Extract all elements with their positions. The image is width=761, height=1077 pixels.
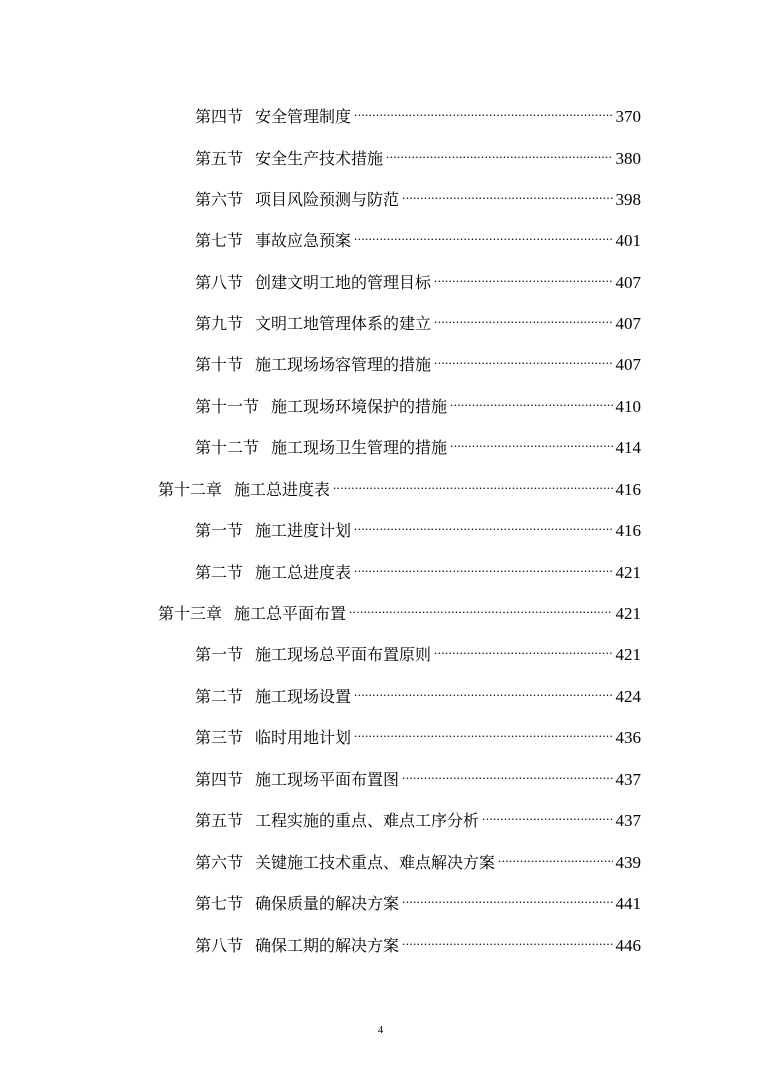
page-number: 4 — [377, 1024, 384, 1036]
toc-entry — [195, 717, 641, 747]
entry-page: 421 — [615, 563, 641, 582]
entry-title: 施工现场场容管理的措施 — [255, 355, 432, 374]
entry-title: 施工总进度表 — [234, 480, 331, 499]
entry-page: 370 — [615, 107, 641, 126]
entry-title: 创建文明工地的管理目标 — [255, 273, 432, 292]
toc-entry — [158, 593, 641, 623]
entry-title: 施工进度计划 — [255, 521, 352, 540]
toc-entry — [195, 510, 641, 540]
entry-number: 第七节 — [195, 894, 244, 913]
entry-number: 第八节 — [195, 936, 244, 955]
entry-title: 临时用地计划 — [255, 728, 352, 747]
entry-title: 事故应急预案 — [255, 231, 352, 250]
entry-page: 437 — [615, 811, 641, 830]
dot-leader — [450, 386, 612, 412]
entry-page: 414 — [615, 438, 641, 457]
toc-entry — [195, 634, 641, 664]
entry-number: 第十节 — [195, 355, 244, 374]
toc-entry — [195, 386, 641, 416]
dot-leader — [386, 138, 612, 164]
entry-number: 第九节 — [195, 314, 244, 333]
entry-page: 407 — [615, 314, 641, 333]
entry-page: 424 — [615, 687, 641, 706]
entry-title: 工程实施的重点、难点工序分析 — [255, 811, 480, 830]
entry-number: 第十二章 — [158, 480, 223, 499]
entry-title: 文明工地管理体系的建立 — [255, 314, 432, 333]
dot-leader — [402, 759, 612, 785]
entry-page: 421 — [615, 604, 641, 623]
dot-leader — [354, 676, 612, 702]
dot-leader — [349, 593, 612, 619]
dot-leader — [402, 925, 612, 951]
dot-leader — [354, 552, 612, 578]
dot-leader — [434, 344, 612, 370]
entry-page: 437 — [615, 770, 641, 789]
entry-number: 第二节 — [195, 687, 244, 706]
dot-leader — [434, 262, 612, 288]
toc-entry — [195, 800, 641, 830]
entry-title: 施工总进度表 — [255, 563, 352, 582]
entry-page: 416 — [615, 480, 641, 499]
dot-leader — [434, 303, 612, 329]
dot-leader — [354, 510, 612, 536]
dot-leader — [450, 427, 612, 453]
entry-number: 第一节 — [195, 645, 244, 664]
toc-entry — [195, 96, 641, 126]
toc-entry — [195, 883, 641, 913]
dot-leader — [333, 469, 612, 495]
dot-leader — [434, 634, 612, 660]
entry-page: 416 — [615, 521, 641, 540]
entry-page: 407 — [615, 355, 641, 374]
entry-page: 398 — [615, 190, 641, 209]
toc-entry — [195, 552, 641, 582]
entry-title: 安全管理制度 — [255, 107, 352, 126]
entry-title: 关键施工技术重点、难点解决方案 — [255, 853, 496, 872]
toc-entry — [158, 469, 641, 499]
entry-page: 436 — [615, 728, 641, 747]
entry-number: 第四节 — [195, 770, 244, 789]
entry-number: 第七节 — [195, 231, 244, 250]
entry-page: 380 — [615, 149, 641, 168]
entry-title: 安全生产技术措施 — [255, 149, 384, 168]
dot-leader — [402, 883, 612, 909]
dot-leader — [482, 800, 612, 826]
entry-number: 第一节 — [195, 521, 244, 540]
toc-entry — [195, 220, 641, 250]
toc-entry — [195, 427, 641, 457]
entry-page: 410 — [615, 397, 641, 416]
toc-entry — [195, 138, 641, 168]
dot-leader — [354, 717, 612, 743]
entry-title: 施工现场设置 — [255, 687, 352, 706]
dot-leader — [354, 220, 612, 246]
entry-title: 施工现场平面布置图 — [255, 770, 400, 789]
toc-entry — [195, 344, 641, 374]
entry-number: 第八节 — [195, 273, 244, 292]
entry-title: 确保工期的解决方案 — [255, 936, 400, 955]
toc-entry — [195, 842, 641, 872]
toc-entry — [195, 676, 641, 706]
entry-number: 第十三章 — [158, 604, 223, 623]
toc-entry — [195, 262, 641, 292]
entry-number: 第三节 — [195, 728, 244, 747]
entry-page: 421 — [615, 645, 641, 664]
entry-page: 401 — [615, 231, 641, 250]
entry-title: 施工现场卫生管理的措施 — [271, 438, 448, 457]
entry-page: 441 — [615, 894, 641, 913]
dot-leader — [354, 96, 612, 122]
entry-title: 项目风险预测与防范 — [255, 190, 400, 209]
entry-number: 第五节 — [195, 149, 244, 168]
toc-entry — [195, 303, 641, 333]
entry-page: 407 — [615, 273, 641, 292]
toc-entry — [195, 179, 641, 209]
entry-page: 446 — [615, 936, 641, 955]
toc-entry — [195, 925, 641, 955]
entry-title: 施工现场总平面布置原则 — [255, 645, 432, 664]
toc-entry — [195, 759, 641, 789]
entry-page: 439 — [615, 853, 641, 872]
entry-number: 第二节 — [195, 563, 244, 582]
entry-number: 第十二节 — [195, 438, 260, 457]
entry-number: 第六节 — [195, 853, 244, 872]
entry-title: 确保质量的解决方案 — [255, 894, 400, 913]
entry-title: 施工总平面布置 — [234, 604, 347, 623]
entry-number: 第五节 — [195, 811, 244, 830]
entry-title: 施工现场环境保护的措施 — [271, 397, 448, 416]
dot-leader — [498, 842, 612, 868]
dot-leader — [402, 179, 612, 205]
entry-number: 第六节 — [195, 190, 244, 209]
entry-number: 第十一节 — [195, 397, 260, 416]
entry-number: 第四节 — [195, 107, 244, 126]
